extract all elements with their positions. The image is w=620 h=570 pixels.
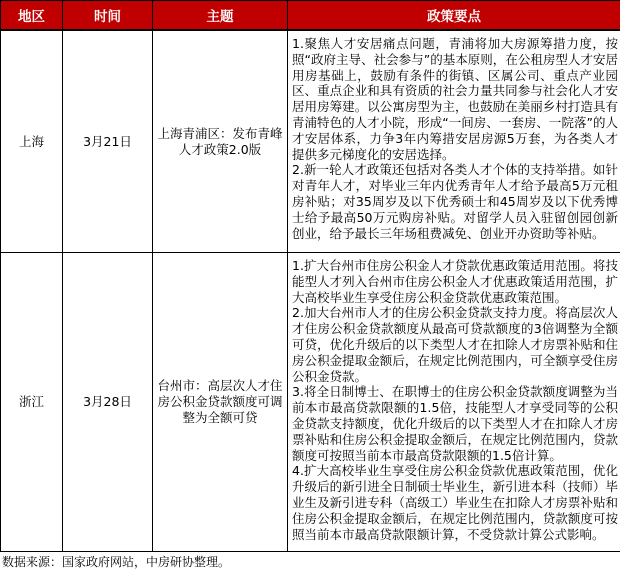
topic-cell: 上海青浦区：发布青峰人才政策2.0版	[153, 30, 288, 253]
policy-point: 4.扩大高校毕业生享受住房公积金贷款优惠政策范围，优化升级后的新引进全日制硕士毕业生，新引进本科（技师）毕业生及新引进专科（高级工）毕业生在扣除人才房票补贴和住房公积金提取金额后，在规定比例范围内，贷款额度可按照当前本市最高贷款限额计算，不受贷款计算公式影响。	[292, 463, 618, 542]
date-cell: 3月28日	[63, 253, 153, 552]
table-row	[1, 30, 620, 253]
policy-point: 2.加大台州市人才的住房公积金贷款支持力度。将高层次人才住房公积金贷款额度从最高可贷款额度的3倍调整为全额可贷，优化升级后的以下类型人才在扣除人才房票补贴和住房公积金提取金额后，在规定比例范围内，可全额享受住房公积金贷款。	[292, 305, 618, 384]
table-header-row	[1, 1, 620, 31]
column-header-region: 地区	[1, 1, 63, 31]
policy-point: 1.聚焦人才安居痛点问题，青浦将加大房源筹措力度，按照“政府主导、社会参与”的基本原则，在公租房型人才安居用房基础上，鼓励有条件的街镇、区属公司、重点产业园区、重点企业和具有资质的社会力量共同参与社会化人才安居用房筹建。以公寓房型为主，也鼓励在美丽乡村打造具有青浦特色的人才小院，形成“一间房、一套房、一院落”的人才安居体系，力争3年内筹措安居房源5万套，为各类人才提供多元梯度化的安居选择。	[292, 36, 618, 162]
points-cell	[288, 253, 620, 552]
data-source-note: 数据来源：国家政府网站，中房研协整理。	[0, 552, 620, 570]
region-cell: 上海	[1, 30, 63, 253]
date-cell: 3月21日	[63, 30, 153, 253]
topic-cell: 台州市：高层次人才住房公积金贷款额度可调整为全额可贷	[153, 253, 288, 552]
region-cell: 浙江	[1, 253, 63, 552]
column-header-points: 政策要点	[288, 1, 620, 31]
column-header-date: 时间	[63, 1, 153, 31]
column-header-topic: 主题	[153, 1, 288, 31]
table-row	[1, 253, 620, 552]
points-cell	[288, 30, 620, 253]
policy-point: 3.将全日制博士、在职博士的住房公积金贷款额度调整为当前本市最高贷款限额的1.5倍，技能型人才享受同等的公积金贷款支持额度，优化升级后的以下类型人才在扣除人才房票补贴和住房公积金提取金额后，在规定比例范围内，贷款额度可按照当前本市最高贷款限额的1.5倍计算。	[292, 384, 618, 463]
policy-point: 2.新一轮人才政策还包括对各类人才个体的支持举措。如针对青年人才，对毕业三年内优秀青年人才给予最高5万元租房补贴；对35周岁及以下优秀硕士和45周岁及以下优秀博士给予最高50万元购房补贴。对留学人员入驻留创园创新创业，给予最长三年场租费减免、创业开办资助等补贴。	[292, 162, 618, 241]
policy-point: 1.扩大台州市住房公积金人才贷款优惠政策适用范围。将技能型人才列入台州市住房公积金人才优惠政策适用范围，扩大高校毕业生享受住房公积金贷款优惠政策范围。	[292, 258, 618, 305]
